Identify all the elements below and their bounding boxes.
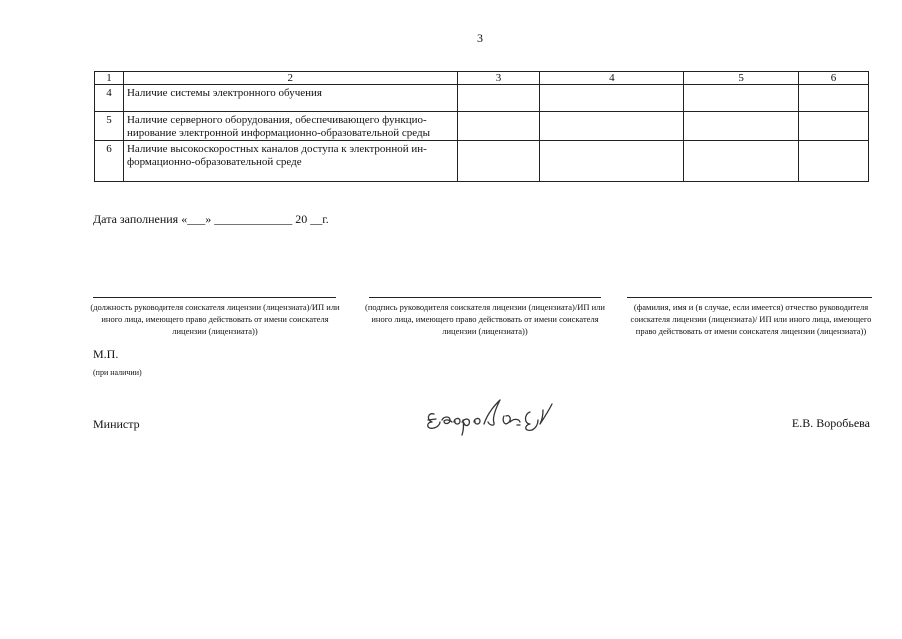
table-cell — [799, 112, 869, 141]
row-number: 6 — [95, 141, 124, 182]
header-cell: 2 — [123, 72, 457, 85]
fullname-caption: (фамилия, имя и (в случае, если имеется) отчество руководителя соискателя лицензии (лицензиата)/ ИП или иного лица, имеющего право действовать от имени соискателя лицензии (лицензиата)) — [630, 302, 872, 336]
page-number: 3 — [477, 31, 483, 45]
table-cell — [684, 112, 799, 141]
table-header-row — [95, 72, 869, 85]
row-number: 4 — [95, 85, 124, 112]
table-cell — [540, 85, 684, 112]
fill-date-line: Дата заполнения «___» _____________ 20 __г. — [93, 212, 329, 226]
table-cell — [684, 85, 799, 112]
sign-signature-line — [369, 297, 601, 298]
row-description: Наличие серверного оборудования, обеспечивающего функцио-нирование электронной информационно-образовательной среды — [123, 112, 457, 141]
table-row — [95, 112, 869, 141]
table-cell — [684, 141, 799, 182]
fullname-signature-line — [627, 297, 872, 298]
stamp-note: (при наличии) — [93, 368, 142, 377]
table-cell — [540, 112, 684, 141]
handwritten-signature — [420, 398, 560, 438]
header-cell: 6 — [799, 72, 869, 85]
header-cell: 4 — [540, 72, 684, 85]
table-cell — [457, 141, 540, 182]
minister-title: Министр — [93, 417, 140, 431]
minister-name: Е.В. Воробьева — [791, 416, 870, 430]
form-table — [94, 71, 869, 182]
header-cell: 1 — [95, 72, 124, 85]
sign-caption: (подпись руководителя соискателя лицензии (лицензиата)/ИП или иного лица, имеющего право действовать от имени соискателя лицензии (лицензиата)) — [365, 302, 605, 336]
position-caption: (должность руководителя соискателя лицензии (лицензиата)/ИП или иного лица, имеющего право действовать от имени соискателя лицензии (лицензиата)) — [90, 302, 340, 336]
table-cell — [799, 141, 869, 182]
header-cell: 5 — [684, 72, 799, 85]
row-description: Наличие системы электронного обучения — [123, 85, 457, 112]
row-number: 5 — [95, 112, 124, 141]
table-cell — [457, 85, 540, 112]
row-description: Наличие высокоскоростных каналов доступа к электронной ин-формационно-образовательной среде — [123, 141, 457, 182]
table-cell — [457, 112, 540, 141]
table-row — [95, 85, 869, 112]
stamp-label: М.П. — [93, 347, 119, 361]
position-signature-line — [93, 297, 336, 298]
header-cell: 3 — [457, 72, 540, 85]
table-cell — [540, 141, 684, 182]
table-row — [95, 141, 869, 182]
table-cell — [799, 85, 869, 112]
